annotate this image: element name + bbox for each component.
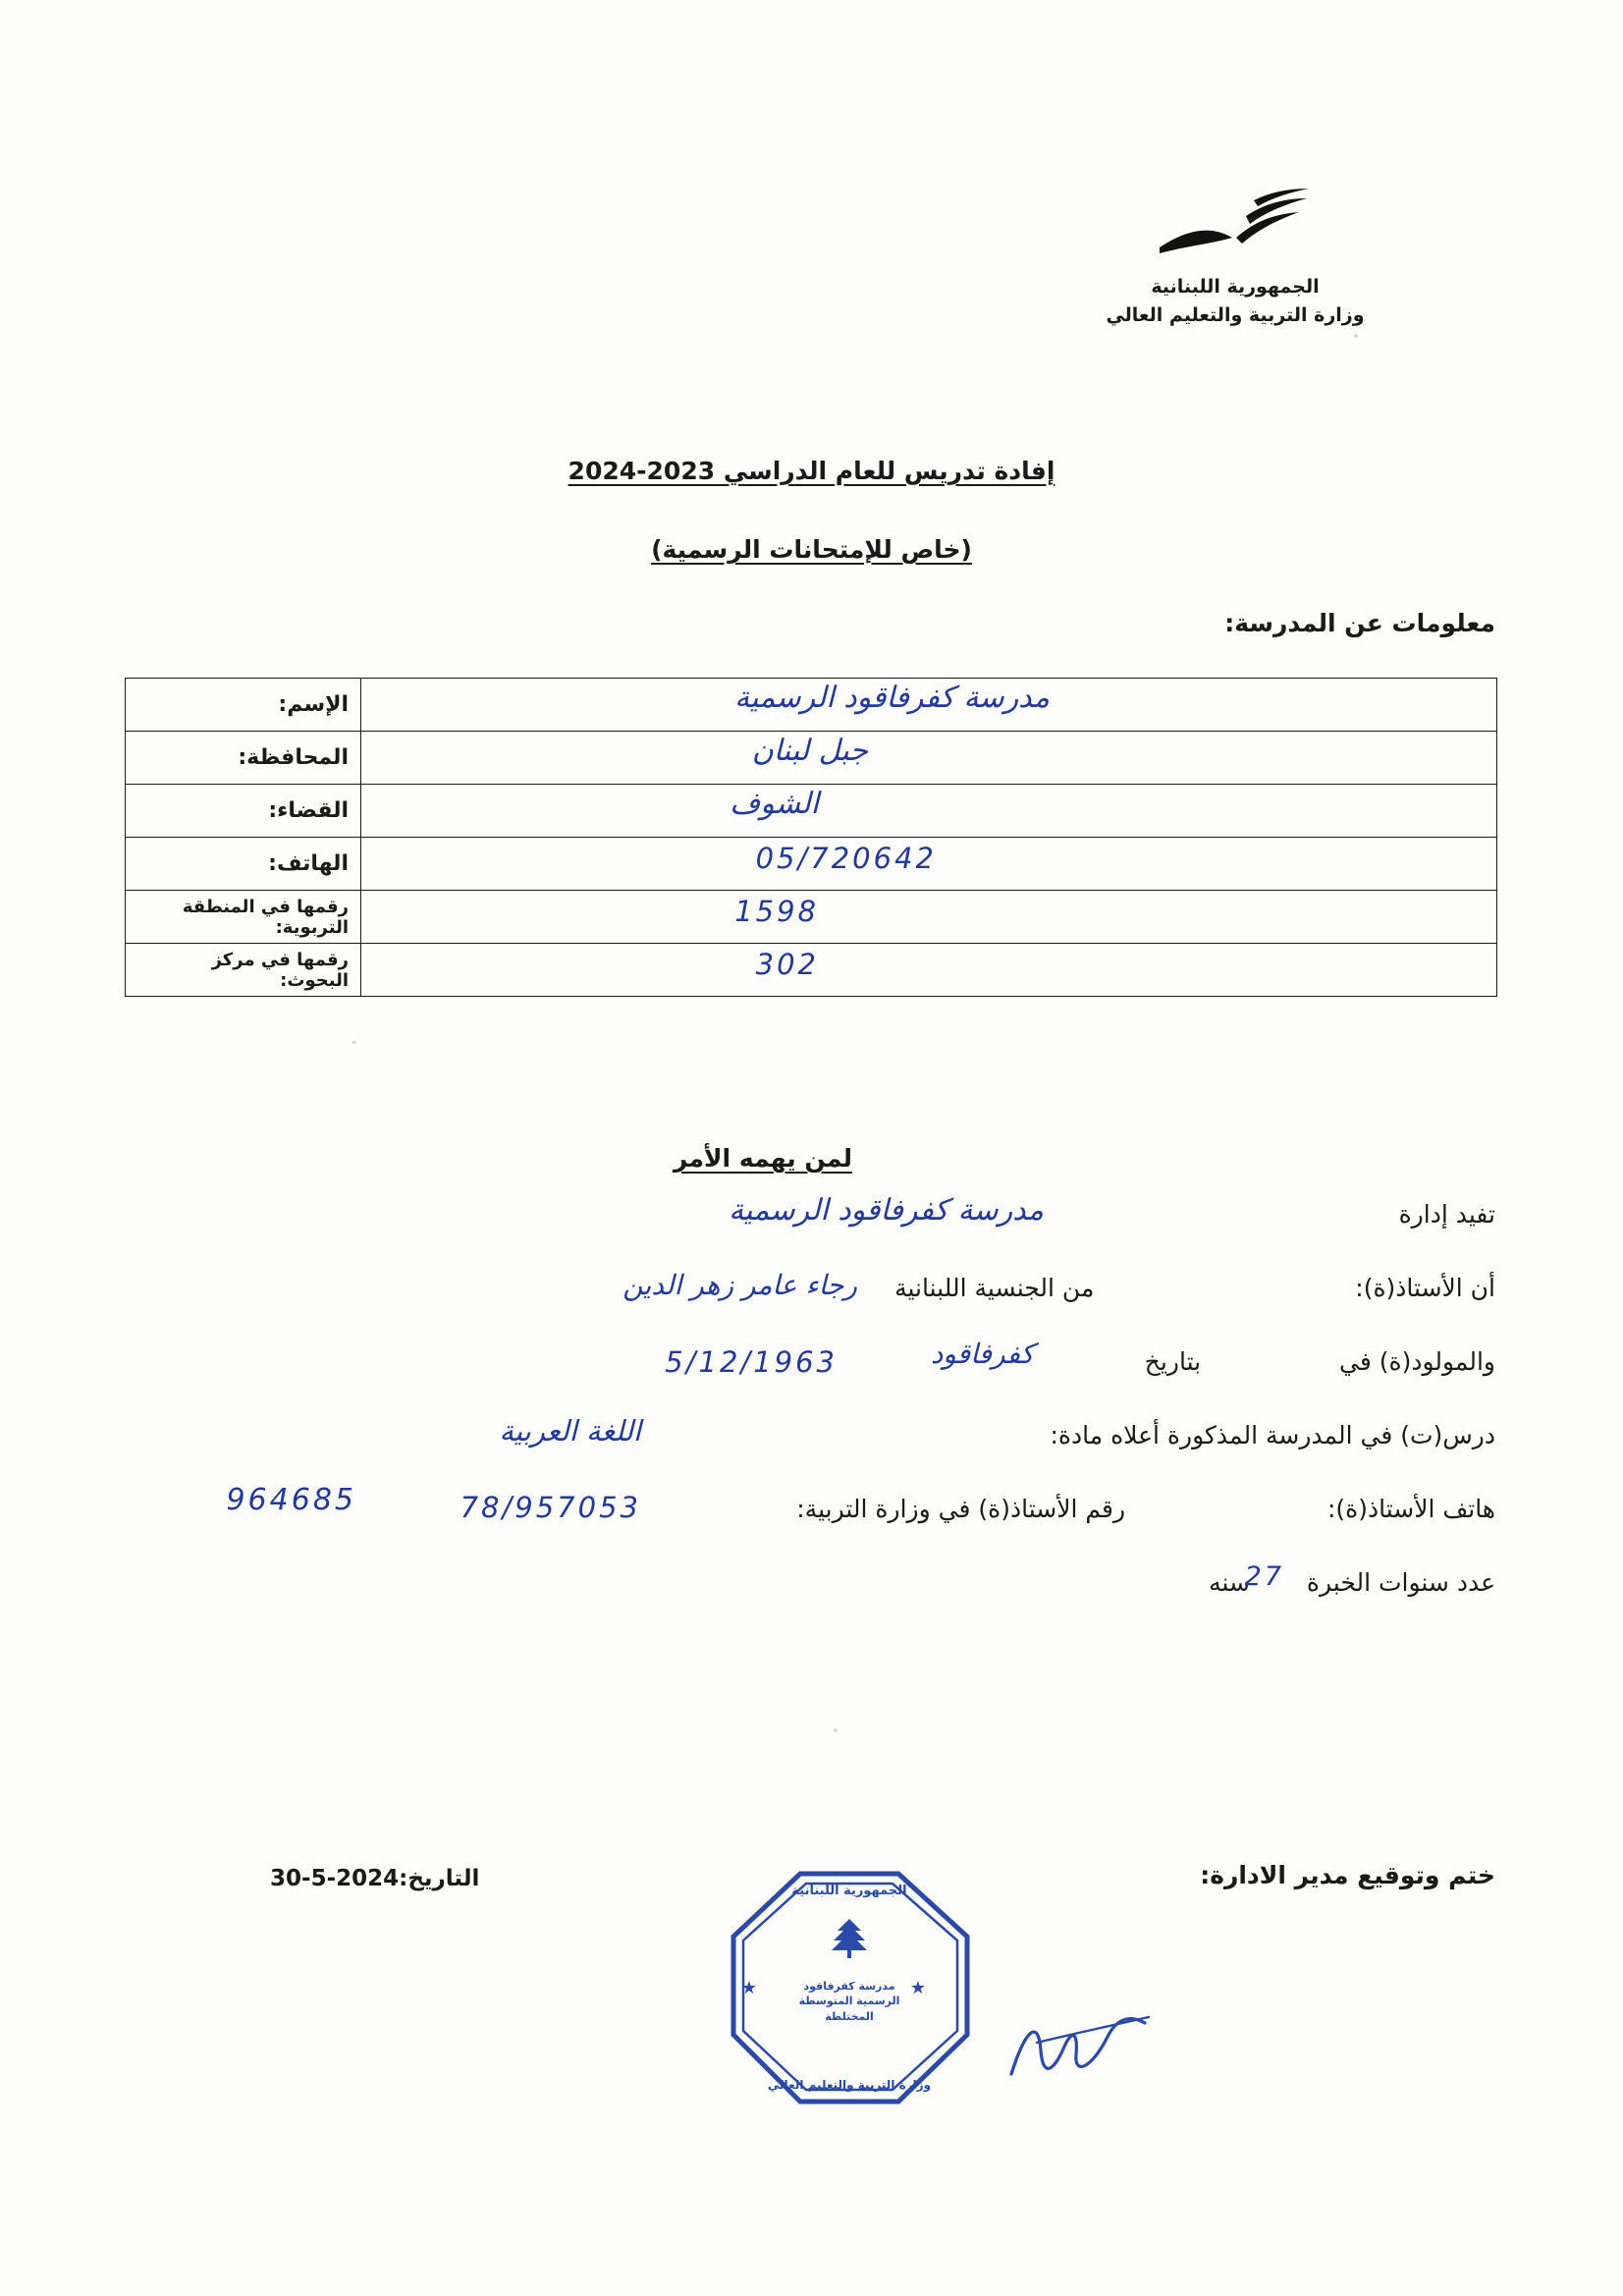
governorate-handwriting: جبل لبنان: [751, 734, 868, 768]
experience-years-handwriting: 27: [1244, 1561, 1284, 1592]
region-number-label: رقمها في المنطقة التربوية:: [126, 891, 361, 944]
open-book-icon: [1152, 187, 1319, 265]
document-subtitle: (خاص للإمتحانات الرسمية): [651, 535, 972, 564]
ministry-logo-block: [1073, 187, 1397, 329]
governorate-value-cell: [361, 732, 1497, 785]
administration-prefix: تفيد إدارة: [1398, 1200, 1495, 1229]
paper-speck: [834, 1728, 838, 1732]
research-number-handwriting: 302: [755, 948, 819, 981]
district-value-cell: [361, 785, 1497, 838]
school-name-handwriting: مدرسة كفرفاقود الرسمية: [734, 681, 1050, 715]
school-name-label: الإسم:: [126, 679, 361, 732]
region-number-value-cell: [361, 891, 1497, 944]
phone-ministry-line: [796, 1495, 1495, 1523]
table-row: [126, 785, 1497, 838]
governorate-label: المحافظة:: [126, 732, 361, 785]
experience-prefix: عدد سنوات الخبرة: [1306, 1568, 1495, 1597]
ministry-number-label: رقم الأستاذ(ة) في وزارة التربية:: [796, 1495, 1126, 1523]
subject-handwriting: اللغة العربية: [499, 1414, 641, 1448]
teacher-phone-label: هاتف الأستاذ(ة):: [1326, 1495, 1495, 1523]
administration-line: [1399, 1200, 1495, 1229]
phone-value-cell: [361, 838, 1497, 891]
table-row: [126, 891, 1497, 944]
teacher-nationality: من الجنسية اللبنانية: [894, 1274, 1095, 1302]
phone-label: الهاتف:: [126, 838, 361, 891]
ministry-number-handwriting: 964685: [226, 1483, 356, 1517]
cedar-tree-icon: [832, 1919, 867, 1958]
birth-date-handwriting: 5/12/1963: [665, 1345, 838, 1379]
school-name-value-cell: [361, 679, 1497, 732]
paper-speck: [352, 1041, 356, 1044]
table-row: [126, 838, 1497, 891]
school-info-label: معلومات عن المدرسة:: [1224, 609, 1495, 637]
official-stamp: [722, 1866, 977, 2111]
table-row: [126, 679, 1497, 732]
document-date: التاريخ:2024-5-30: [270, 1866, 480, 1891]
research-number-label: رقمها في مركز البحوث:: [126, 944, 361, 997]
research-number-value-cell: [361, 944, 1497, 997]
signature-label: ختم وتوقيع مدير الادارة:: [1200, 1861, 1495, 1889]
birth-date-label: بتاريخ: [1144, 1347, 1202, 1376]
birth-place-handwriting: كفرفاقود: [930, 1338, 1034, 1370]
teacher-prefix: أن الأستاذ(ة):: [1355, 1274, 1495, 1302]
administration-handwriting: مدرسة كفرفاقود الرسمية: [729, 1193, 1044, 1228]
stamp-mid-line1: مدرسة كفرفاقود: [803, 1979, 895, 1993]
teacher-name-handwriting: رجاء عامر زهر الدين: [622, 1269, 857, 1301]
org-name-line1: الجمهورية اللبنانية: [1151, 276, 1320, 298]
table-row: [126, 732, 1497, 785]
table-row: [126, 944, 1497, 997]
svg-text:★: ★: [740, 1978, 757, 1998]
district-label: القضاء:: [126, 785, 361, 838]
district-handwriting: الشوف: [730, 787, 819, 821]
region-number-handwriting: 1598: [734, 895, 819, 928]
school-info-table: [125, 678, 1497, 997]
paper-speck: [1354, 334, 1358, 338]
experience-suffix: سنه: [1209, 1568, 1250, 1597]
stamp-mid-line3: المختلطة: [825, 2009, 874, 2023]
teacher-phone-handwriting: 78/957053: [460, 1491, 641, 1524]
stamp-mid-line2: الرسمية المتوسطة: [798, 1995, 900, 2008]
subject-prefix: درس(ت) في المدرسة المذكورة أعلاه مادة:: [1050, 1421, 1495, 1449]
subject-line: [1050, 1421, 1495, 1449]
teacher-name-line: [894, 1274, 1495, 1302]
stamp-top-text: الجمهورية اللبنانية: [791, 1884, 907, 1898]
birth-line: [1145, 1347, 1495, 1376]
to-whom-it-may-concern: لمن يهمه الأمر: [673, 1144, 852, 1173]
stamp-bottom-text: وزارة التربية والتعليم العالي: [767, 2078, 932, 2092]
phone-handwriting: 05/720642: [755, 842, 937, 875]
director-signature: [1001, 2003, 1178, 2092]
birth-prefix: والمولود(ة) في: [1338, 1347, 1495, 1376]
svg-text:★: ★: [909, 1978, 926, 1998]
document-title: إفادة تدريس للعام الدراسي 2023-2024: [568, 457, 1055, 485]
org-name-line2: وزارة التربية والتعليم العالي: [1106, 303, 1365, 326]
